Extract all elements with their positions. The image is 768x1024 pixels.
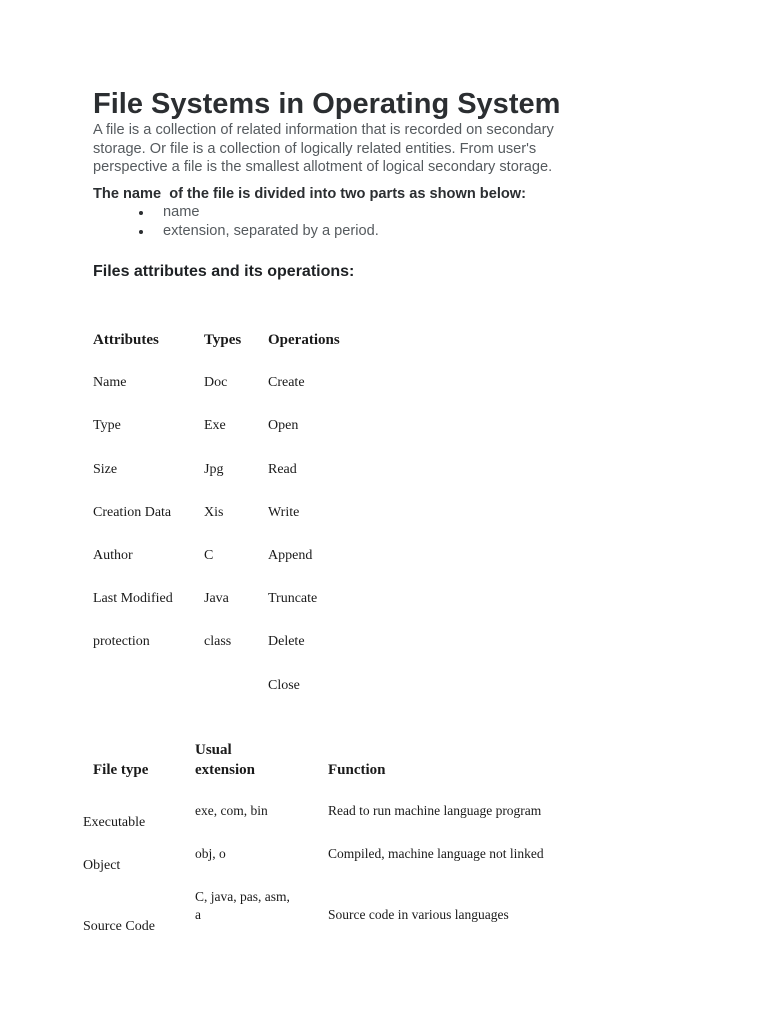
intro-paragraph <box>93 121 653 177</box>
file-type-cell: Executable <box>83 815 146 830</box>
header-types: Types <box>204 332 242 348</box>
type-cell: Jpg <box>204 461 224 477</box>
type-cell: C <box>204 547 214 563</box>
operation-cell: Append <box>268 547 313 563</box>
intro-line: storage. Or file is a collection of logically related entities. From user's <box>93 140 537 157</box>
operation-cell: Open <box>268 418 299 434</box>
bullet-icon <box>139 230 143 234</box>
attribute-cell: Type <box>93 418 121 434</box>
operation-cell: Truncate <box>268 591 318 607</box>
intro-line: A file is a collection of related information that is recorded on secondary <box>93 122 554 138</box>
header-function: Function <box>328 762 386 778</box>
attribute-cell: Author <box>93 547 133 563</box>
extension-cell-line2: a <box>195 907 201 922</box>
intro-line: perspective a file is the smallest allotment of logical secondary storage. <box>93 159 553 175</box>
function-cell: Compiled, machine language not linked <box>328 846 544 861</box>
header-attributes: Attributes <box>93 332 159 348</box>
attribute-cell: Last Modified <box>93 591 173 607</box>
page-title: File Systems in Operating System <box>93 88 561 120</box>
list-item <box>135 222 379 241</box>
header-file-type: File type <box>93 762 149 778</box>
type-cell: Java <box>204 591 229 607</box>
file-type-cell: Source Code <box>83 919 155 934</box>
attribute-cell: Creation Data <box>93 504 172 520</box>
type-cell: Doc <box>204 375 228 391</box>
list-item <box>135 203 379 222</box>
file-name-parts-list <box>135 203 379 240</box>
header-operations: Operations <box>268 332 340 348</box>
extension-cell: exe, com, bin <box>195 803 268 818</box>
list-item-text: extension, separated by a period. <box>163 222 379 239</box>
function-cell: Read to run machine language program <box>328 803 542 818</box>
operation-cell: Delete <box>268 634 305 650</box>
extension-cell-line1: C, java, pas, asm, <box>195 889 290 904</box>
operation-cell: Close <box>268 677 300 693</box>
operation-cell: Create <box>268 375 305 391</box>
function-cell: Source code in various languages <box>328 907 509 922</box>
attributes-section-heading: Files attributes and its operations: <box>93 263 355 280</box>
attribute-cell: Name <box>93 375 127 391</box>
bullet-icon <box>139 211 143 215</box>
header-usual-extension-line1: Usual <box>195 742 232 758</box>
file-type-cell: Object <box>83 858 121 873</box>
type-cell: class <box>204 634 232 650</box>
extension-cell: obj, o <box>195 846 226 861</box>
header-usual-extension-line2: extension <box>195 762 255 778</box>
type-cell: Xis <box>204 504 224 520</box>
list-item-text: name <box>163 204 200 220</box>
type-cell: Exe <box>204 418 226 434</box>
operation-cell: Read <box>268 461 297 477</box>
operation-cell: Write <box>268 504 300 520</box>
attribute-cell: protection <box>93 634 150 650</box>
file-name-subheading: The name of the file is divided into two parts as shown below: <box>93 186 526 202</box>
attribute-cell: Size <box>93 461 118 477</box>
